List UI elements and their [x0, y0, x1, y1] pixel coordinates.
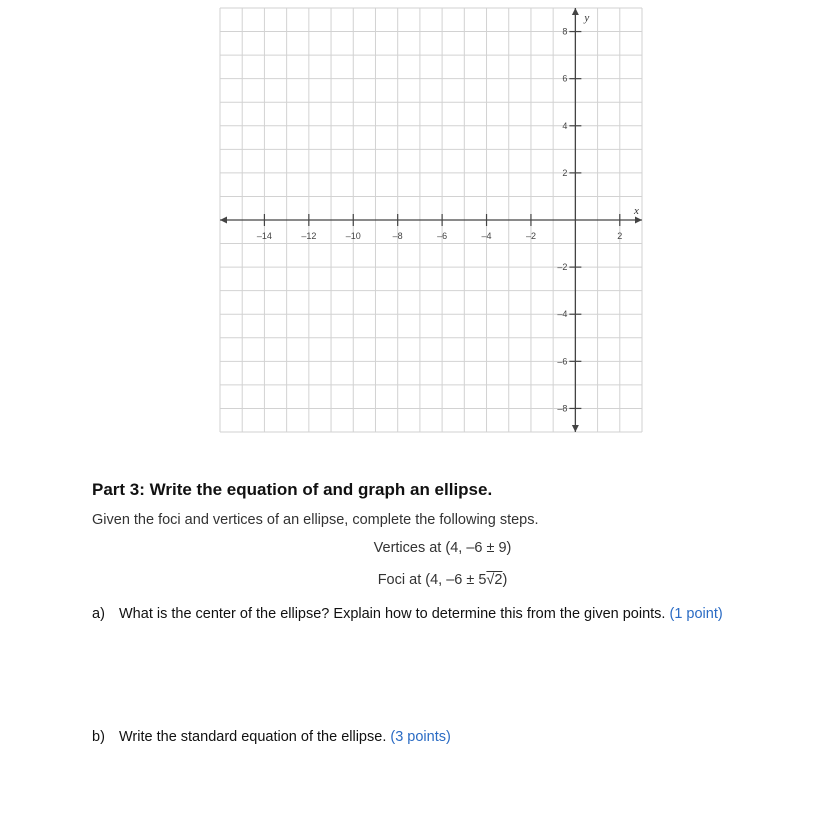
foci-close: ) — [502, 572, 508, 588]
x-tick-label: –6 — [437, 231, 448, 241]
question-b-points: (3 points) — [390, 729, 451, 745]
question-a — [92, 606, 723, 622]
question-a-label: a) — [92, 606, 105, 622]
vertices-line: Vertices at (4, –6 ± 9) — [373, 540, 512, 556]
x-axis-arrow-left — [220, 217, 227, 224]
x-axis-label: x — [634, 205, 639, 217]
y-tick-label: –4 — [557, 309, 568, 320]
y-tick-label: 6 — [562, 73, 568, 84]
question-a-text: What is the center of the ellipse? Explain how to determine this from the given points. — [119, 606, 666, 622]
y-axis-arrow-up — [572, 8, 579, 15]
x-tick-label: 2 — [617, 231, 623, 241]
y-tick-label: –8 — [557, 403, 568, 414]
x-tick-label: –12 — [301, 231, 317, 241]
y-axis-label: y — [584, 12, 590, 24]
y-tick-label: –2 — [557, 262, 568, 273]
x-tick-label: –8 — [392, 231, 403, 241]
foci-text: Foci at (4, –6 ± 5 — [377, 572, 487, 588]
foci-line — [0, 572, 828, 588]
y-tick-label: 8 — [562, 26, 568, 37]
x-tick-label: –14 — [256, 231, 272, 241]
question-b-label: b) — [92, 729, 105, 745]
question-a-points: (1 point) — [669, 606, 723, 622]
x-axis-arrow-right — [635, 217, 642, 224]
x-tick-label: –2 — [525, 231, 536, 241]
y-tick-label: 2 — [562, 167, 568, 178]
question-b-text: Write the standard equation of the ellipse. — [119, 729, 387, 745]
y-axis-arrow-down — [572, 425, 579, 432]
x-tick-label: –10 — [345, 231, 361, 241]
x-tick-label: –4 — [481, 231, 492, 241]
question-b — [92, 729, 451, 745]
y-tick-label: 4 — [562, 120, 568, 131]
axes — [220, 8, 642, 432]
instructions: Given the foci and vertices of an ellipse, complete the following steps. — [92, 512, 539, 528]
y-tick-label: –6 — [557, 356, 568, 367]
sqrt-two: √2 — [486, 572, 503, 588]
part-title: Part 3: Write the equation of and graph an ellipse. — [92, 480, 493, 499]
